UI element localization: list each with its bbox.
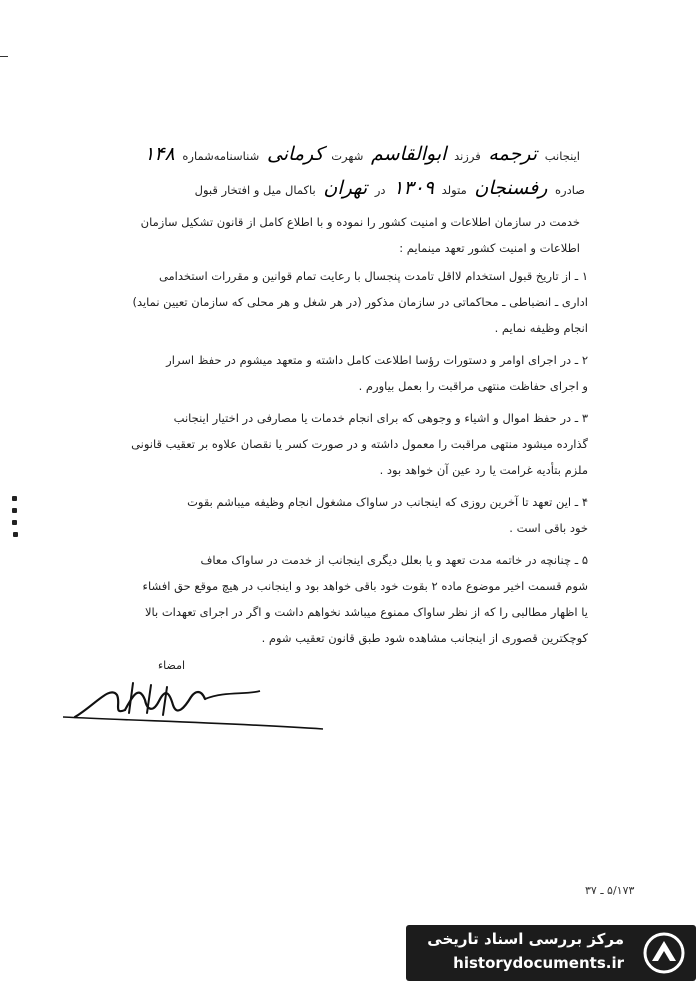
filled-birth-year: ۱۳۰۹ (393, 177, 434, 199)
surname-label: شهرت (331, 149, 364, 163)
clause-5-line: ۵ ـ چنانچه در خاتمه مدت تعهد و یا بعلل دیگری اینجانب از خدمت در ساواک معاف (200, 553, 588, 567)
clause-1-line: اداری ـ انضباطی ـ محاکماتی در سازمان مذکور (در هر شغل و هر محلی که سازمان تعیین نماید) (132, 295, 588, 309)
filled-name: ترجمه (488, 143, 538, 165)
clause-2-line: ۲ ـ در اجرای اوامر و دستورات رؤسا اطلاعت کامل داشته و متعهد میشوم در حفظ اسرار (166, 353, 588, 367)
form-line-2 (194, 177, 585, 199)
clause-4-line: خود باقی است . (509, 521, 588, 535)
born-label: متولد (441, 183, 467, 197)
document-code: ۵/۱۷۳ ـ ۳۷ (585, 884, 635, 897)
signature-label: امضاء (158, 659, 186, 672)
watermark-title: مرکز بررسی اسناد تاریخی (427, 930, 624, 948)
id-label: شناسنامه‌شماره (182, 149, 260, 163)
form-line-1 (140, 143, 580, 165)
binder-hole (12, 520, 17, 525)
binder-hole (13, 532, 18, 537)
intro-line: خدمت در سازمان اطلاعات و امنیت کشور را نموده و با اطلاع کامل از قانون تشکیل سازمان (140, 215, 580, 229)
filled-surname: کرمانی (266, 143, 324, 165)
handwritten-signature (55, 655, 335, 745)
intro-line: اطلاعات و امنیت کشور تعهد مینمایم : (399, 241, 580, 255)
form-line-2-tail: باکمال میل و افتخار قبول (194, 183, 316, 197)
form-prefix: اینجانب (544, 149, 580, 163)
in-label: در (374, 183, 386, 197)
filled-issued-place: رفسنجان (474, 177, 548, 199)
binder-hole (12, 496, 17, 501)
margin-mark (0, 56, 8, 57)
watermark-url: historydocuments.ir (453, 954, 624, 972)
father-label: فرزند (454, 149, 481, 163)
archive-watermark (406, 925, 696, 981)
archive-logo-icon (640, 931, 688, 975)
clause-4-line: ۴ ـ این تعهد تا آخرین روزی که اینجانب در ساواک مشغول انجام وظیفه میباشم بقوت (187, 495, 588, 509)
clause-2-line: و اجرای حفاظت منتهی مراقبت را بعمل بیاورم . (358, 379, 588, 393)
clause-3-line: ملزم بتأدیه غرامت یا رد عین آن خواهد بود . (379, 463, 588, 477)
issued-label: صادره (555, 183, 585, 197)
clause-1-line: ۱ ـ از تاریخ قبول استخدام لااقل تامدت پنجسال با رعایت تمام قوانین و مقررات استخدامی (158, 269, 588, 283)
clause-5-line: شوم قسمت اخیر موضوع ماده ۲ بقوت خود باقی خواهد بود و اینجانب در هیچ موقع حق افشاء (142, 579, 588, 593)
filled-id-number: ۱۴۸ (144, 143, 175, 165)
filled-birth-place: تهران (323, 177, 368, 199)
clause-5-line: یا اظهار مطالبی را که از نظر ساواک ممنوع میباشد نخواهم داشت و اگر در اجرای تعهدات بالا (144, 605, 588, 619)
clause-5-line: کوچکترین قصوری از اینجانب مشاهده شود طبق قانون تعقیب شوم . (261, 631, 588, 645)
clause-3-line: ۳ ـ در حفظ اموال و اشیاء و وجوهی که برای انجام خدمات یا مصارفی در اختیار اینجانب (173, 411, 588, 425)
clause-1-line: انجام وظیفه نمایم . (494, 321, 588, 335)
clause-3-line: گذارده میشود منتهی مراقبت را معمول داشته و در صورت کسر یا نقصان علاوه بر تعقیب قانونی (131, 437, 588, 451)
binder-hole (12, 508, 17, 513)
filled-father-name: ابوالقاسم (370, 143, 447, 165)
